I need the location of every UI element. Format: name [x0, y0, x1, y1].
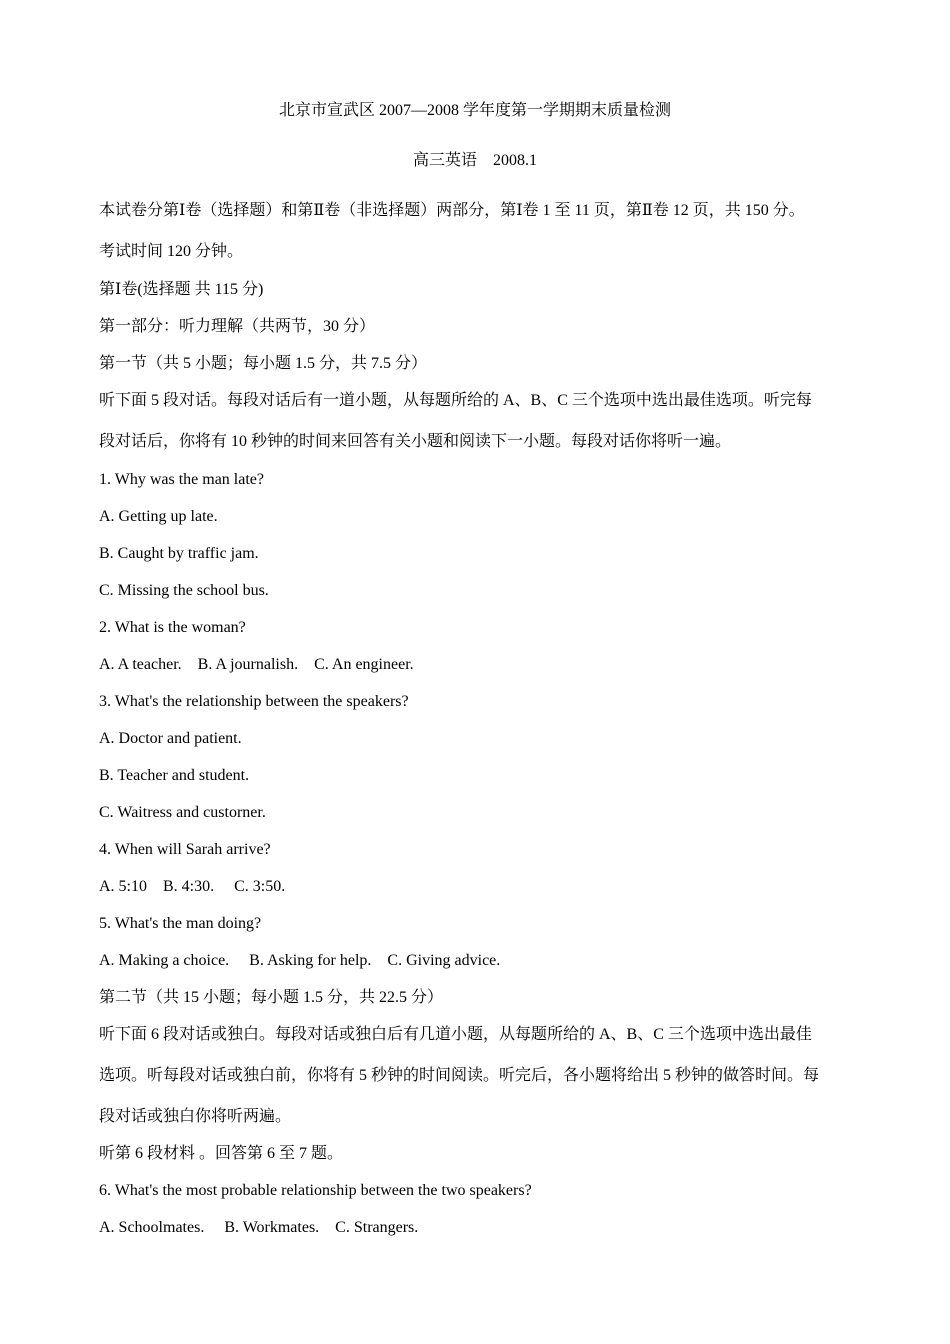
question-5: 5. What's the man doing? [99, 915, 262, 932]
question-1-option-b: B. Caught by traffic jam. [99, 545, 259, 562]
question-1: 1. Why was the man late? [99, 471, 264, 488]
question-5-options: A. Making a choice. B. Asking for help. C. Giving advice. [99, 952, 501, 969]
question-1-option-c: C. Missing the school bus. [99, 582, 269, 599]
section-1-instructions-2: 段对话后，你将有 10 秒钟的时间来回答有关小题和阅读下一小题。每段对话你将听一遍。 [99, 433, 732, 450]
question-3-option-c: C. Waitress and custorner. [99, 804, 266, 821]
intro-line-2: 考试时间 120 分钟。 [99, 243, 244, 260]
question-4-options: A. 5:10 B. 4:30. C. 3:50. [99, 878, 286, 895]
part-1-heading: 第一部分：听力理解（共两节，30 分） [99, 318, 376, 335]
section-2-instructions-1: 听下面 6 段对话或独白。每段对话或独白后有几道小题，从每题所给的 A、B、C 三个选项中选出最佳 [99, 1026, 812, 1043]
section-2-instructions-2: 选项。听每段对话或独白前，你将有 5 秒钟的时间阅读。听完后，各小题将给出 5 秒钟的做答时间。每 [99, 1067, 820, 1084]
intro-line-1: 本试卷分第Ⅰ卷（选择题）和第Ⅱ卷（非选择题）两部分，第Ⅰ卷 1 至 11 页，第Ⅱ卷 12 页，共 150 分。 [99, 202, 805, 219]
exam-subtitle: 高三英语 2008.1 [412, 152, 537, 169]
question-6-options: A. Schoolmates. B. Workmates. C. Strangers. [99, 1219, 419, 1236]
question-2: 2. What is the woman? [99, 619, 246, 636]
question-1-option-a: A. Getting up late. [99, 508, 218, 525]
section-2-heading: 第二节（共 15 小题；每小题 1.5 分，共 22.5 分） [99, 989, 444, 1006]
section-1-instructions-1: 听下面 5 段对话。每段对话后有一道小题，从每题所给的 A、B、C 三个选项中选出最佳选项。听完每 [99, 392, 812, 409]
section-1-heading: 第一节（共 5 小题；每小题 1.5 分，共 7.5 分） [99, 355, 428, 372]
question-2-options: A. A teacher. B. A journalish. C. An engineer. [99, 656, 414, 673]
question-3-option-a: A. Doctor and patient. [99, 730, 242, 747]
question-6: 6. What's the most probable relationship between the two speakers? [99, 1182, 532, 1199]
question-3: 3. What's the relationship between the speakers? [99, 693, 409, 710]
material-6-instruction: 听第 6 段材料 。回答第 6 至 7 题。 [99, 1145, 344, 1162]
question-4: 4. When will Sarah arrive? [99, 841, 271, 858]
exam-title: 北京市宣武区 2007—2008 学年度第一学期期末质量检测 [278, 102, 671, 119]
question-3-option-b: B. Teacher and student. [99, 767, 250, 784]
section-2-instructions-3: 段对话或独白你将听两遍。 [99, 1108, 292, 1125]
volume-1-heading: 第Ⅰ卷(选择题 共 115 分) [99, 281, 264, 298]
